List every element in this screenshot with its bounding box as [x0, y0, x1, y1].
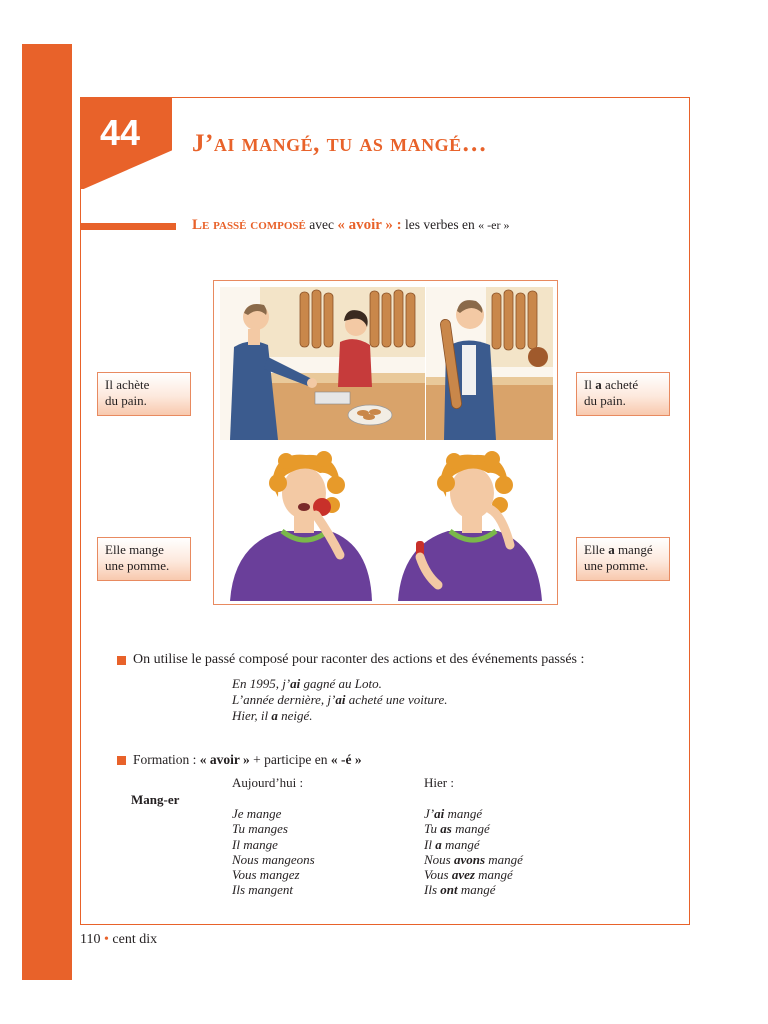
example-line: [232, 708, 448, 724]
illustration-woman-ate-apple: [386, 445, 553, 601]
caption-line: Il achète: [105, 377, 150, 392]
page-number-words: cent dix: [112, 932, 158, 947]
caption-participle: mangé: [614, 542, 653, 557]
pronoun: Ils: [424, 882, 441, 898]
conjugation-row: [424, 852, 523, 867]
conjugation-row: Nous mangeons: [232, 851, 315, 867]
participle: mangé: [451, 821, 490, 837]
section-heading: [192, 217, 509, 234]
caption-line: du pain.: [584, 393, 626, 408]
usage-examples: [232, 676, 448, 724]
conjugation-row: [424, 837, 523, 852]
example-end: acheté une voiture.: [345, 692, 448, 707]
conjugation-row: [424, 882, 523, 897]
page-number: 110: [80, 932, 101, 947]
participle: mangé: [444, 806, 483, 821]
caption-present-buy: [97, 372, 191, 416]
example-auxiliary: ai: [290, 676, 301, 691]
example-start: Hier, il: [232, 708, 272, 723]
illustration-man-with-bread: [426, 287, 553, 440]
auxiliary: avons: [453, 851, 486, 867]
auxiliary: as: [440, 821, 452, 837]
bullet-square-icon: [117, 656, 126, 665]
conjugation-row: Ils mangent: [232, 882, 294, 898]
yesterday-header: Hier :: [424, 775, 454, 790]
past-conjugation: [424, 806, 523, 898]
caption-past-eat: [576, 537, 670, 581]
caption-participle: acheté: [601, 377, 639, 392]
pronoun: J’: [424, 806, 435, 821]
example-line: [232, 676, 448, 692]
verb-label: Mang-er: [131, 792, 180, 807]
example-end: gagné au Loto.: [300, 676, 382, 691]
participle: mangé: [441, 836, 480, 852]
formation-label: Formation :: [133, 752, 200, 767]
usage-text: On utilise le passé composé pour raconter des actions et des événements passés :: [133, 652, 585, 667]
chapter-number: 44: [99, 112, 141, 153]
caption-line: [584, 377, 662, 393]
pronoun: Vous: [424, 867, 452, 883]
example-start: En 1995, j’: [232, 676, 291, 691]
conjugation-row: Vous mangez: [232, 867, 300, 883]
participle: mangé: [485, 851, 523, 867]
page-footer: [80, 932, 157, 948]
illustration-man-buying-bread: [220, 287, 425, 440]
caption-line: Elle mange: [105, 542, 164, 557]
section-heading-avoir: « avoir » :: [337, 217, 402, 233]
illustration-frame: [213, 280, 558, 605]
section-heading-verbs: les verbes en: [401, 217, 479, 232]
participle: mangé: [474, 867, 513, 883]
auxiliary: ai: [434, 806, 445, 821]
bullet-square-icon: [117, 756, 126, 765]
caption-subject: Il: [584, 377, 596, 392]
example-line: [232, 692, 448, 708]
caption-line: [584, 542, 662, 558]
pronoun: Tu: [424, 821, 441, 837]
section-heading-topic: Le passé composé: [192, 217, 306, 233]
section-heading-ending: « -er »: [478, 218, 510, 232]
conjugation-row: [424, 821, 523, 836]
conjugation-row: Tu manges: [232, 821, 288, 837]
caption-line: du pain.: [105, 393, 147, 408]
conjugation-row: [424, 867, 523, 882]
footer-bullet: •: [103, 932, 109, 947]
formation-avoir: « avoir »: [199, 752, 250, 767]
auxiliary: ont: [440, 882, 458, 898]
caption-subject: Elle: [584, 542, 609, 557]
participle: mangé: [457, 882, 496, 898]
example-auxiliary: a: [271, 708, 278, 723]
caption-auxiliary: a: [608, 542, 615, 557]
example-end: neigé.: [277, 708, 313, 723]
auxiliary: a: [435, 836, 442, 852]
section-heading-with: avec: [305, 217, 338, 232]
side-color-band: [22, 44, 72, 980]
auxiliary: avez: [451, 867, 475, 883]
caption-auxiliary: a: [595, 377, 602, 392]
conjugation-row: Il mange: [232, 836, 278, 852]
today-header: Aujourd’hui :: [232, 775, 304, 790]
example-start: L’année dernière, j’: [232, 692, 336, 707]
illustration-woman-eating-apple: [220, 445, 380, 601]
caption-present-eat: [97, 537, 191, 581]
formation-plus: + participe en: [249, 752, 331, 767]
example-auxiliary: ai: [335, 692, 346, 707]
pronoun: Nous: [424, 851, 454, 867]
formation-ending: « -é »: [330, 752, 362, 767]
conjugation-row: [424, 806, 523, 821]
conjugation-row: Je mange: [232, 806, 282, 821]
pronoun: Il: [424, 836, 436, 852]
present-conjugation: [232, 806, 315, 898]
section-rule: [80, 223, 176, 230]
caption-line: une pomme.: [105, 558, 170, 573]
caption-past-buy: [576, 372, 670, 416]
caption-line: une pomme.: [584, 558, 649, 573]
formation-line: [133, 752, 362, 768]
chapter-title: J’ai mangé, tu as mangé…: [192, 130, 488, 157]
